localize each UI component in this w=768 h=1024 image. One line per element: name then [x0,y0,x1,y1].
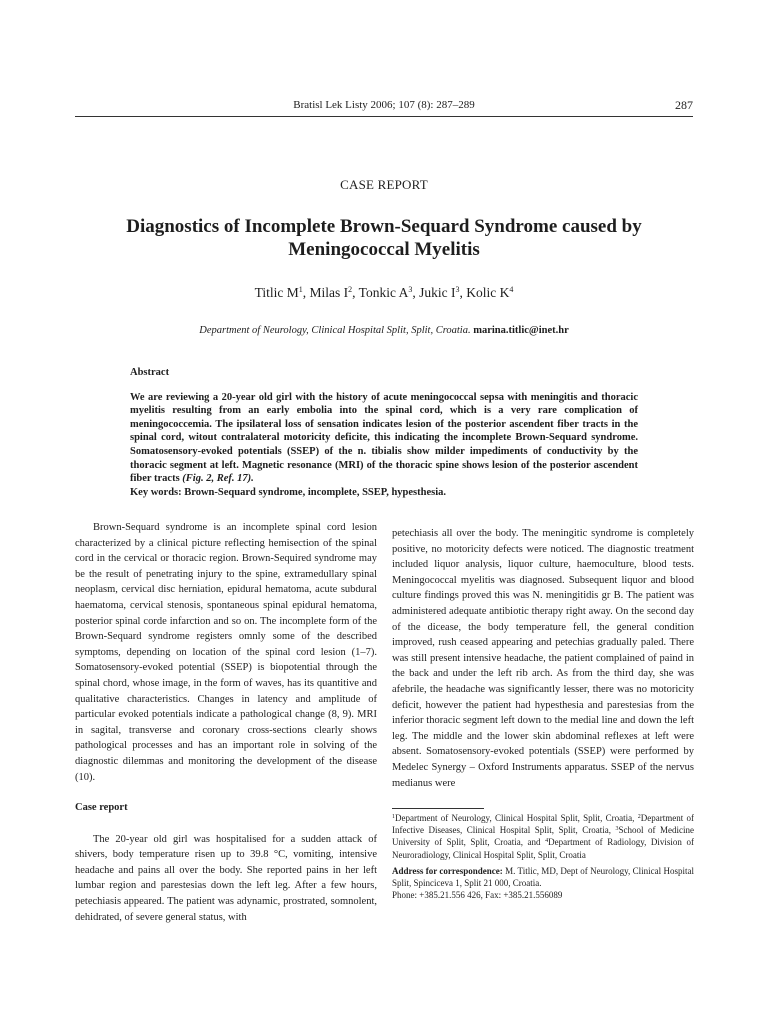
abstract-reference: (Fig. 2, Ref. 17). [182,473,254,485]
affiliation-text: Department of Neurology, Clinical Hospital Split, Split, Croatia. [199,325,471,336]
article-title: Diagnostics of Incomplete Brown-Sequard Syndrome caused by Meningococcal Myelitis [126,216,642,260]
abstract [130,366,638,499]
abstract-heading: Abstract [130,367,170,378]
right-column-paragraph: petechiasis all over the body. The meningitic syndrome is completely positive, no motoricity defects were noticed. The diagnostic treatment included liquor analysis, liquor culture, haemoculture, blood tests. Meningococcal myelitis was diagnosed. Subsequent liquor and blood culture findings proved this was N. meningitidis gr B. The patient was administered adequate antibiotic therapy right away. On the second day of the dicease, the body temperature fell, the general condition improved, rush ceased appearing and petechias gradually paled. There was still present intensive headache, the patient complained of paind in the back and under the left rib arch. As from the third day, she was afebrile, the headache was significantly lesser, there was no motoricity deficit, however the patient had hypesthesia and parestesias from the inferior thoracic segment left down to the medial line and down the left leg. The middle and the lower skin abdominal reflexes at left were absent. Somatosensory-evoked potentials (SSEP) were performed by Medelec Synergy – Oxford Instruments apparatus. SSEP of the nervus medianus were [392,528,694,789]
correspondence: Address for correspondence: M. Titlic, MD, Dept of Neurology, Clinical Hospital Split, Spinciceva 1, Split 21 000, Croatia. [392,865,694,889]
author-list [0,285,768,301]
footnote [392,808,694,901]
abstract-body: We are reviewing a 20-year old girl with the history of acute meningococcal sepsa with meningitis and thoracic myelitis resulting from an early embolia into the spinal cord, which is a very rare complication of meningococcemia. The ipsilateral loss of sensation indicates lesion of the posterior ascendent fiber tracts in the spinal cord, witout contralateral motoricity deficite, this indicating the incomplete Brown-Sequard syndrome. Somatosensory-evoked potentials (SSEP) of the n. tibialis show milder impediments of conductivity by the thoracic segment at left. Magnetic resonance (MRI) of the thoracic spine shows lesion of the posterior ascendent fiber tracts (Fig. 2, Ref. 17). [130,391,638,485]
page-number: 287 [675,98,693,112]
right-column [392,526,694,791]
author: Tonkic $A^3$, [358,285,420,300]
section-label: CASE REPORT [340,177,428,192]
footnote-affiliations: $^1$Department of Neurology, Clinical Hospital Split, Split, Croatia, $^2$Department of Infective Diseases, Clinical Hospital Split, Split, Croatia, $^3$School of Medicine University of Split, Split, Croatia, and $^4$Department of Radiology, Division of Neuroradiology, Clinical Hospital Split, Split, Croatia [392,813,694,860]
header-rule [75,116,693,117]
author: Milas $I^2$, [309,285,359,300]
author: Jukic $I^3$, [419,285,467,300]
phone-fax: Phone: +385.21.556 426, Fax: +385.21.556089 [392,890,563,901]
author: Kolic $K^4$ [466,285,514,300]
case-report-heading: Case report [75,802,128,814]
footnote-rule [392,808,484,809]
intro-paragraph: Brown-Sequard syndrome is an incomplete spinal cord lesion characterized by a clinical picture reflecting hemisection of the spinal cord in the cervical or thoracic region. Brown-Sequired syndrome may be the result of penetrating injury to the spine, extramedullary spinal neoplasm, cervical disc herniation, epidural hematoma, acute subdural haematoma, cervical stenosis, spontaneous spinal epidural hematoma, posterior spinal corde infarction and so on. The incomplete form of the Brown-Sequard syndrome registers omnly some of the described symptoms, depending on location of the spinal cord lesion (1–7). Somatosensory-evoked potential (SSEP) is biopotential through the spinal chord, whose image, in the form of waves, has its quantitive and qualitative characteristics. Changes in latency and amplitude of particular evoked potentials indicate a pathological change (8, 9). MRI in sagital, transverse and coronary cross-sections clearly shows pathological processes and has an important role in solving of the diagnostic dilemmas and monitoring the development of the disease (10). [75,522,377,783]
case-paragraph: The 20-year old girl was hospitalised for a sudden attack of shivers, body temperature risen up to 39.8 °C, vomiting, intensive headache and pains all over the body. She reported pains in her left lumbar region and parestesias down the left leg. After a few hours, petechiasis appeared. The patient was adynamic, prostrated, somnolent, dehidrated, of severe general status, with [75,833,377,923]
affiliation-line [0,325,768,336]
author: Titlic $M^1$, [254,285,310,300]
keywords: Key words: Brown-Sequard syndrome, incomplete, SSEP, hypesthesia. [130,486,447,498]
left-column [75,520,377,925]
contact-email: marina.titlic@inet.hr [473,325,569,336]
journal-citation: Bratisl Lek Listy 2006; 107 (8): 287–289 [293,99,475,111]
